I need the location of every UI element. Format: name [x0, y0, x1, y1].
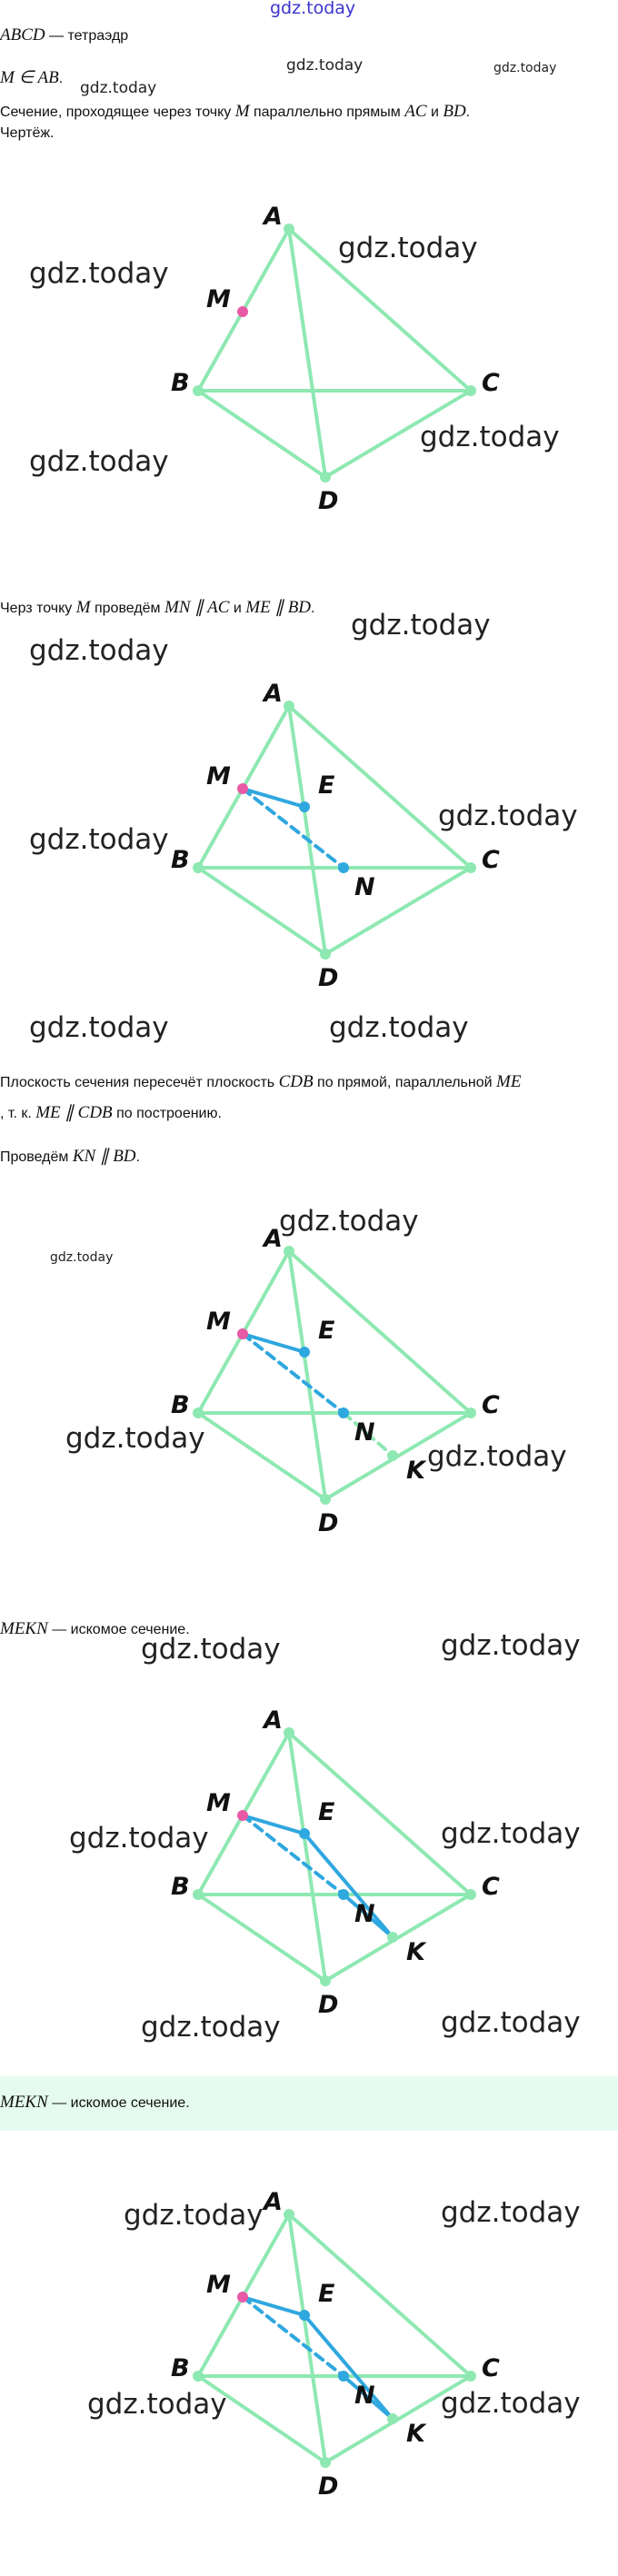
text: и	[426, 104, 444, 120]
vertex-d	[320, 949, 331, 960]
text: .	[465, 104, 471, 120]
watermark: gdz.today	[29, 634, 169, 667]
watermark: gdz.today	[351, 609, 491, 642]
text: .	[58, 71, 64, 86]
segment-mn	[243, 1815, 344, 1895]
math-me-parallel-bd: ME ∥ BD	[245, 598, 312, 617]
label-m: M	[206, 1789, 231, 1817]
vertex-d	[320, 2457, 331, 2468]
math-bd: BD	[443, 102, 466, 121]
label-d: D	[318, 964, 339, 992]
vertex-a	[284, 1727, 294, 1738]
point-m	[237, 1328, 248, 1339]
text-line-7	[0, 1103, 222, 1124]
label-d: D	[318, 487, 339, 515]
text: — искомое сечение.	[47, 2095, 190, 2111]
edge-bd	[198, 1413, 325, 1499]
math-m: M	[234, 102, 250, 121]
text: Плоскость сечения пересечёт плоскость	[0, 1075, 279, 1090]
vertex-a	[284, 1246, 294, 1257]
edge-bd	[198, 391, 325, 477]
label-d: D	[318, 1991, 339, 2019]
point-k	[387, 1450, 398, 1461]
watermark: gdz.today	[50, 1250, 114, 1265]
watermark: gdz.today	[441, 1629, 581, 1662]
watermark: gdz.today	[29, 1011, 169, 1044]
math-tetrahedron: ABCD	[0, 25, 45, 45]
label-n: N	[354, 2382, 375, 2410]
text-line-6	[0, 1072, 521, 1093]
math-mn-parallel-ac: MN ∥ AC	[164, 598, 230, 617]
label-c: C	[482, 846, 500, 874]
text-line-4: Чертёж.	[0, 125, 55, 141]
label-a: A	[264, 1225, 283, 1253]
label-a: A	[264, 2188, 283, 2216]
text: — тетраэдр	[45, 28, 129, 44]
edge-ac	[289, 1251, 471, 1413]
watermark: gdz.today	[87, 2388, 227, 2421]
segment-me	[243, 1815, 304, 1834]
edge-ac	[289, 1733, 471, 1895]
vertex-c	[465, 385, 476, 396]
label-k: K	[406, 2420, 425, 2448]
math-m: M	[75, 598, 91, 617]
vertex-c	[465, 1407, 476, 1418]
watermark: gdz.today	[80, 79, 157, 97]
point-k	[387, 1932, 398, 1943]
watermark: gdz.today	[441, 2387, 581, 2420]
diagram-tetrahedron-2	[0, 650, 618, 1068]
label-b: B	[171, 369, 190, 397]
point-n	[338, 2371, 349, 2382]
label-m: M	[206, 285, 231, 313]
watermark: gdz.today	[427, 1440, 567, 1473]
vertex-b	[193, 862, 204, 873]
edge-ad	[289, 229, 325, 477]
text-line-5	[0, 598, 314, 619]
vertex-d	[320, 1975, 331, 1986]
math-m-in-ab: M ∈ AB	[0, 68, 59, 87]
point-n	[338, 1407, 349, 1418]
label-c: C	[482, 2354, 500, 2382]
vertex-b	[193, 2371, 204, 2382]
watermark: gdz.today	[338, 232, 478, 264]
point-e	[299, 801, 310, 812]
vertex-d	[320, 1494, 331, 1505]
text: и	[229, 601, 246, 616]
watermark: gdz.today	[286, 56, 364, 75]
math-me-parallel-cdb: ME ∥ CDB	[35, 1103, 113, 1122]
label-a: A	[264, 680, 283, 708]
point-e	[299, 1828, 310, 1839]
point-n	[338, 862, 349, 873]
label-k: K	[406, 1457, 425, 1485]
label-m: M	[206, 1308, 231, 1336]
vertex-d	[320, 472, 331, 482]
vertex-a	[284, 2209, 294, 2220]
watermark: gdz.today	[141, 2011, 281, 2044]
vertex-c	[465, 2371, 476, 2382]
point-e	[299, 2310, 310, 2321]
math-mekn: MEKN	[0, 2093, 48, 2112]
label-d: D	[318, 2472, 339, 2501]
vertex-a	[284, 224, 294, 234]
watermark: gdz.today	[141, 1633, 281, 1666]
segment-mn	[243, 2297, 344, 2376]
text: Проведём	[0, 1149, 73, 1165]
segment-mn	[243, 1334, 344, 1413]
math-me: ME	[496, 1072, 522, 1091]
edge-cd	[325, 868, 471, 954]
label-e: E	[318, 2280, 335, 2308]
watermark: gdz.today	[124, 2199, 264, 2232]
text: Сечение, проходящее через точку	[0, 104, 235, 120]
vertex-c	[465, 862, 476, 873]
label-a: A	[264, 1706, 283, 1735]
watermark: gdz.today	[69, 1822, 209, 1855]
watermark: gdz.today	[29, 823, 169, 856]
label-m: M	[206, 762, 231, 791]
math-mekn: MEKN	[0, 1619, 48, 1638]
label-n: N	[354, 873, 375, 901]
text-line-8	[0, 1147, 140, 1168]
point-m	[237, 783, 248, 794]
label-b: B	[171, 1391, 190, 1419]
math-kn-parallel-bd: KN ∥ BD	[72, 1147, 136, 1166]
label-n: N	[354, 1900, 375, 1928]
point-e	[299, 1347, 310, 1358]
text: , т. к.	[0, 1106, 36, 1121]
label-d: D	[318, 1509, 339, 1537]
point-n	[338, 1889, 349, 1900]
edge-ac	[289, 706, 471, 868]
segment-me	[243, 789, 304, 807]
watermark: gdz.today	[65, 1422, 205, 1455]
vertex-b	[193, 1889, 204, 1900]
label-e: E	[318, 1798, 335, 1826]
watermark: gdz.today	[29, 257, 169, 290]
label-b: B	[171, 2354, 190, 2382]
label-a: A	[264, 203, 283, 231]
text: по прямой, параллельной	[313, 1075, 497, 1090]
segment-me	[243, 1334, 304, 1352]
label-e: E	[318, 1317, 335, 1345]
text: параллельно прямым	[249, 104, 405, 120]
edge-ac	[289, 2214, 471, 2376]
segment-mn	[243, 789, 344, 868]
diagram-tetrahedron-1	[0, 173, 618, 591]
watermark: gdz.today	[441, 1817, 581, 1850]
point-m	[237, 2292, 248, 2302]
vertex-c	[465, 1889, 476, 1900]
edge-cd	[325, 1895, 471, 1981]
label-c: C	[482, 1873, 500, 1901]
edge-bd	[198, 868, 325, 954]
label-b: B	[171, 1873, 190, 1901]
label-c: C	[482, 369, 500, 397]
watermark: gdz.today	[441, 2006, 581, 2039]
label-c: C	[482, 1391, 500, 1419]
text: проведём	[90, 601, 164, 616]
watermark: gdz.today	[329, 1011, 469, 1044]
vertex-b	[193, 385, 204, 396]
watermark: gdz.today	[420, 421, 560, 453]
vertex-b	[193, 1407, 204, 1418]
text-line-2	[0, 68, 63, 89]
label-k: K	[406, 1938, 425, 1966]
watermark: gdz.today	[493, 61, 557, 75]
edge-bd	[198, 1895, 325, 1981]
text: Черз точку	[0, 601, 76, 616]
label-n: N	[354, 1418, 375, 1447]
text-line-1	[0, 25, 128, 46]
watermark: gdz.today	[29, 445, 169, 478]
label-m: M	[206, 2271, 231, 2299]
watermark: gdz.today	[279, 1205, 419, 1238]
watermark: gdz.today	[441, 2196, 581, 2229]
vertex-a	[284, 701, 294, 711]
label-b: B	[171, 846, 190, 874]
text-line-10	[0, 2093, 190, 2114]
label-e: E	[318, 771, 335, 800]
point-m	[237, 306, 248, 317]
segment-me	[243, 2297, 304, 2315]
watermark-top: gdz.today	[270, 0, 356, 18]
text-line-3	[0, 102, 470, 123]
point-m	[237, 1810, 248, 1821]
text: — искомое сечение.	[47, 1622, 190, 1637]
point-k	[387, 2413, 398, 2424]
math-cdb: CDB	[278, 1072, 314, 1091]
watermark: gdz.today	[438, 800, 578, 832]
math-ac: AC	[404, 102, 427, 121]
text: по построению.	[112, 1106, 222, 1121]
text: .	[311, 601, 315, 616]
text: .	[135, 1149, 140, 1165]
